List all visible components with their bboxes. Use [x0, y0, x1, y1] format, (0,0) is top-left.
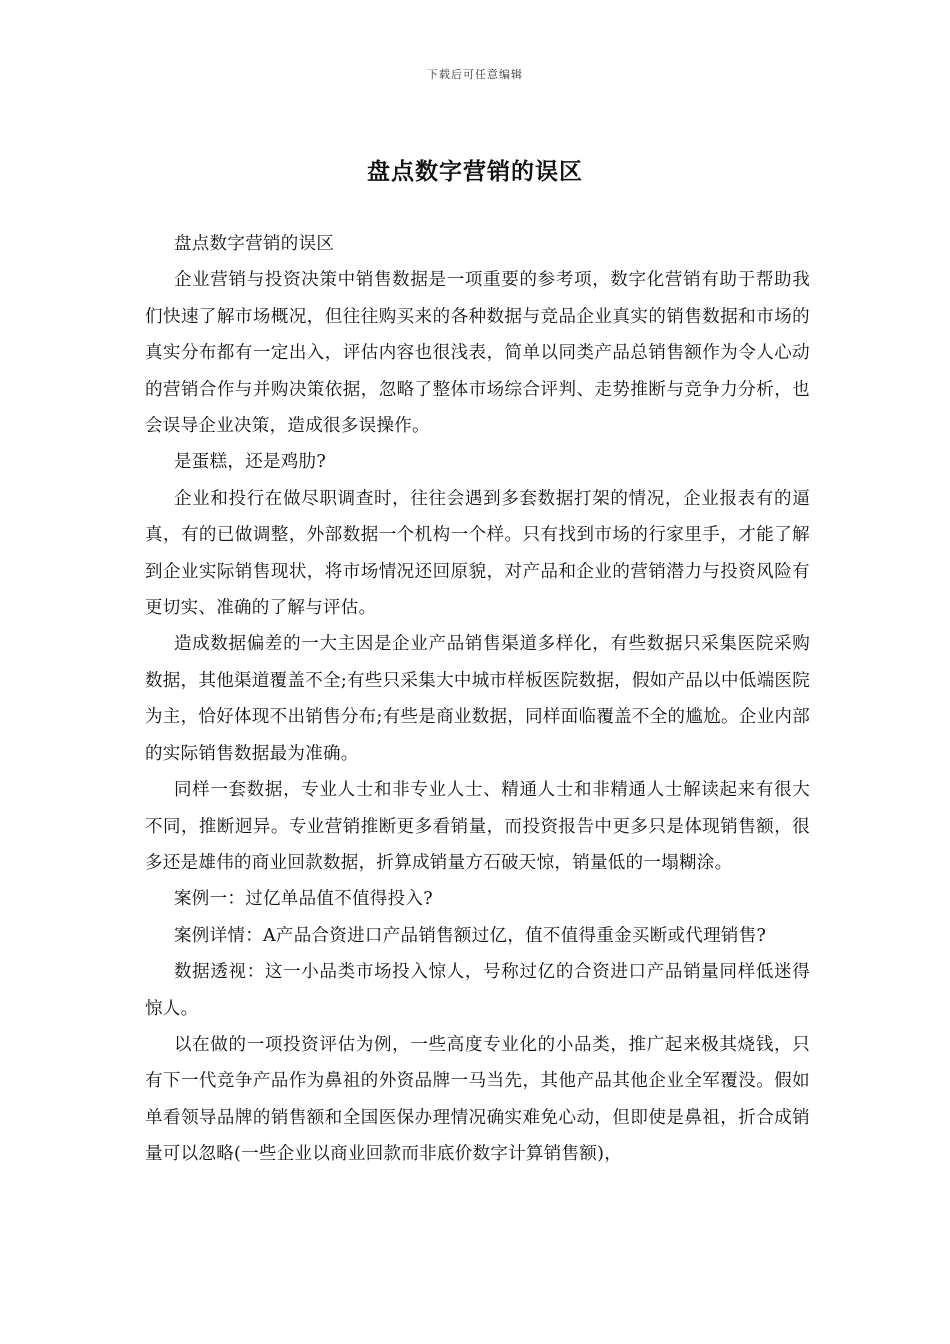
header-note: 下载后可任意编辑 — [427, 68, 523, 81]
paragraph-case-title: 案例一：过亿单品值不值得投入? — [174, 889, 433, 910]
document-body — [145, 226, 810, 1173]
paragraph-due-diligence: 企业和投行在做尽职调查时，往往会遇到多套数据打架的情况，企业报表有的逼真，有的已做调整，外部数据一个机构一个样。只有找到市场的行家里手，才能了解到企业实际销售现状，将市场情况还回原貌，对产品和企业的营销潜力与投资风险有更切实、准确的了解与评估。 — [145, 488, 810, 619]
paragraph-data-bias: 造成数据偏差的一大主因是企业产品销售渠道多样化，有些数据只采集医院采购数据，其他渠道覆盖不全;有些只采集大中城市样板医院数据，假如产品以中低端医院为主，恰好体现不出销售分布;有些是商业数据，同样面临覆盖不全的尴尬。企业内部的实际销售数据最为准确。 — [145, 634, 810, 764]
paragraph-heading-cake: 是蛋糕，还是鸡肋? — [174, 452, 327, 473]
paragraph-investment-example: 以在做的一项投资评估为例，一些高度专业化的小品类，推广起来极其烧钱，只有下一代竞争产品作为鼻祖的外资品牌一马当先，其他产品其他企业全军覆没。假如单看领导品牌的销售额和全国医保办理情况确实难免心动，但即使是鼻祖，折合成销量可以忽略(一些企业以商业回款而非底价数字计算销售额)， — [145, 1034, 810, 1165]
paragraph-data-insight: 数据透视：这一小品类市场投入惊人，号称过亿的合资进口产品销量同样低迷得惊人。 — [145, 962, 810, 1019]
paragraph-case-detail: 案例详情：A产品合资进口产品销售额过亿，值不值得重金买断或代理销售? — [174, 925, 767, 946]
paragraph-interpretation: 同样一套数据，专业人士和非专业人士、精通人士和非精通人士解读起来有很大不同，推断迥异。专业营销推断更多看销量，而投资报告中更多只是体现销售额，很多还是雄伟的商业回款数据，折算成销量方石破天惊，销量低的一塌糊涂。 — [145, 780, 810, 873]
document-title: 盘点数字营销的误区 — [367, 158, 583, 185]
paragraph-subtitle: 盘点数字营销的误区 — [174, 234, 335, 254]
paragraph-intro: 企业营销与投资决策中销售数据是一项重要的参考项，数字化营销有助于帮助我们快速了解市场概况，但往往购买来的各种数据与竞品企业真实的销售数据和市场的真实分布都有一定出入，评估内容也很浅表，简单以同类产品总销售额作为令人心动的营销合作与并购决策依据，忽略了整体市场综合评判、走势推断与竞争力分析，也会误导企业决策，造成很多误操作。 — [145, 270, 810, 437]
